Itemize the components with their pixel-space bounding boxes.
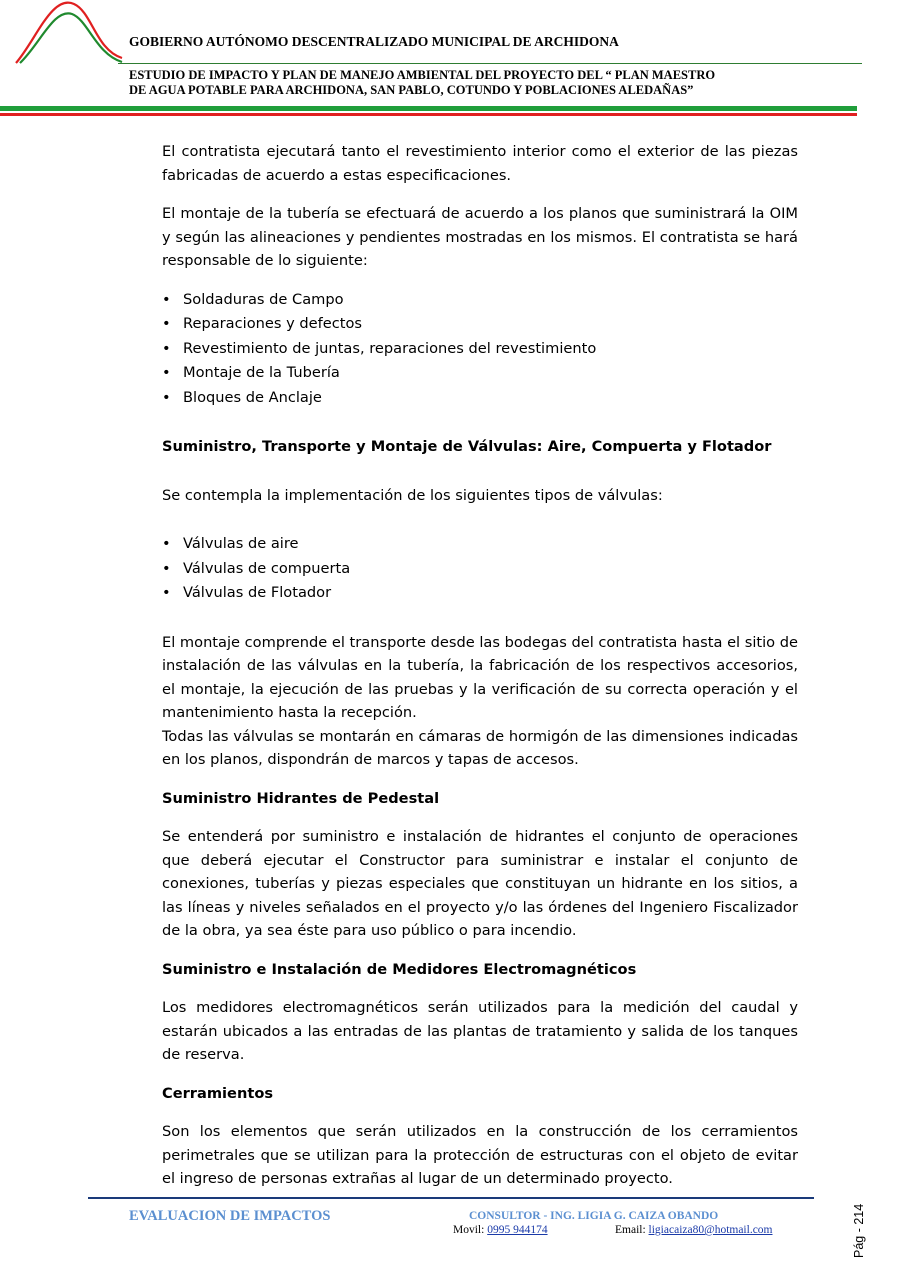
list-item: • Revestimiento de juntas, reparaciones del revestimiento xyxy=(162,337,798,362)
valve-types-list xyxy=(162,532,798,606)
list-item: • Soldaduras de Campo xyxy=(162,288,798,313)
organization-name: GOBIERNO AUTÓNOMO DESCENTRALIZADO MUNICIPAL DE ARCHIDONA xyxy=(129,34,619,49)
list-item: • Montaje de la Tubería xyxy=(162,361,798,386)
responsibility-list xyxy=(162,288,798,411)
list-item: • Válvulas de aire xyxy=(162,532,798,557)
footer-section-name: EVALUACION DE IMPACTOS xyxy=(129,1208,331,1224)
study-title xyxy=(129,68,829,97)
footer-divider xyxy=(88,1197,814,1199)
paragraph: Todas las válvulas se montarán en cámaras de hormigón de las dimensiones indicadas en los planos, dispondrán de marcos y tapas de accesos. xyxy=(162,727,798,768)
footer-contact xyxy=(453,1224,773,1236)
paragraph: El montaje de la tubería se efectuará de acuerdo a los planos que suministrará la OIM y según las alineaciones y pendientes mostradas en los mismos. El contratista se hará responsable de lo siguiente: xyxy=(162,205,798,269)
list-item: • Válvulas de Flotador xyxy=(162,581,798,606)
section-heading-meters: Suministro e Instalación de Medidores Electromagnéticos xyxy=(162,960,637,978)
paragraph: Se contempla la implementación de los siguientes tipos de válvulas: xyxy=(162,486,663,504)
paragraph: El montaje comprende el transporte desde las bodegas del contratista hasta el sitio de instalación de las válvulas en la tubería, la fabricación de los respectivos accesorios, el montaje, la ejecución de las pruebas y la verificación de su correcta operación y el mantenimiento hasta la recepción. xyxy=(162,633,798,721)
study-title-line2: DE AGUA POTABLE PARA ARCHIDONA, SAN PABLO, COTUNDO Y POBLACIONES ALEDAÑAS” xyxy=(129,82,694,97)
header-band-red xyxy=(0,113,857,116)
list-item: • Reparaciones y defectos xyxy=(162,312,798,337)
footer-consultant: CONSULTOR - ING. LIGIA G. CAIZA OBANDO xyxy=(469,1210,719,1222)
list-item: • Bloques de Anclaje xyxy=(162,386,798,411)
paragraph: Son los elementos que serán utilizados en la construcción de los cerramientos perimetrales que se utilizan para la protección de estructuras con el objeto de evitar el ingreso de personas extrañas al lugar de un determinado proyecto. xyxy=(162,1123,798,1187)
email-block xyxy=(615,1224,773,1236)
header-divider xyxy=(118,63,862,64)
paragraph: Se entenderá por suministro e instalación de hidrantes el conjunto de operaciones que deberá ejecutar el Constructor para suministrar e instalar el conjunto de conexiones, tuberías y piezas especiales que constituyan un hidrante en los sitios, a las líneas y niveles señalados en el proyecto y/o las órdenes del Ingeniero Fiscalizador de la obra, ya sea éste para uso público o para incendio. xyxy=(162,828,798,939)
phone-link[interactable]: 0995 944174 xyxy=(487,1224,548,1236)
paragraph: Los medidores electromagnéticos serán utilizados para la medición del caudal y estarán ubicados a las entradas de las plantas de tratamiento y salida de los tanques de reserva. xyxy=(162,999,798,1063)
header-band-green xyxy=(0,106,857,111)
movil-label: Movil: xyxy=(453,1224,488,1236)
list-item: • Válvulas de compuerta xyxy=(162,557,798,582)
email-link[interactable]: ligiacaiza80@hotmail.com xyxy=(648,1224,773,1236)
page-number: Pág - 214 xyxy=(852,1203,866,1258)
section-heading-valves: Suministro, Transporte y Montaje de Válvulas: Aire, Compuerta y Flotador xyxy=(162,438,772,455)
email-label: Email: xyxy=(615,1224,649,1236)
header-wave-logo xyxy=(14,0,124,70)
study-title-line1: ESTUDIO DE IMPACTO Y PLAN DE MANEJO AMBIENTAL DEL PROYECTO DEL “ PLAN MAESTRO xyxy=(129,68,716,82)
document-body xyxy=(162,140,798,1206)
section-heading-hydrants: Suministro Hidrantes de Pedestal xyxy=(162,789,440,807)
paragraph: El contratista ejecutará tanto el revestimiento interior como el exterior de las piezas fabricadas de acuerdo a estas especificaciones. xyxy=(162,143,798,184)
section-heading-enclosures: Cerramientos xyxy=(162,1084,274,1102)
